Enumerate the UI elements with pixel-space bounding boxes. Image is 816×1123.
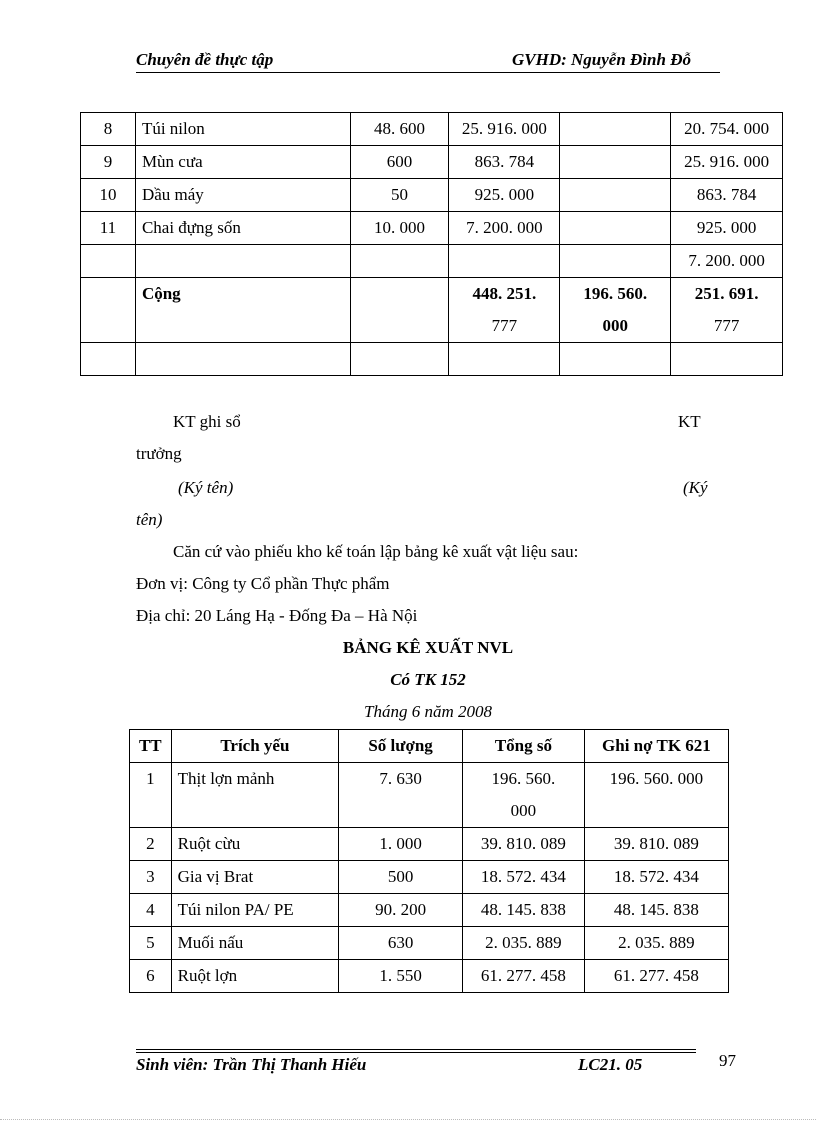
empty-cell [449, 343, 560, 376]
cell-col5 [560, 179, 671, 212]
cell-col6: 863. 784 [671, 179, 783, 212]
cell-qty: 50 [350, 179, 449, 212]
total-col4-line1: 448. 251. [472, 284, 537, 303]
cell-debit: 2. 035. 889 [584, 927, 728, 960]
cell-total-line2: 000 [510, 801, 537, 820]
cell-tt [81, 245, 136, 278]
address-line: Địa chỉ: 20 Láng Hạ - Đống Đa – Hà Nội [136, 606, 418, 625]
footer-class-code: LC21. 05 [578, 1055, 643, 1074]
column-header: Trích yếu [171, 730, 339, 763]
cell-total: 18. 572. 434 [463, 861, 585, 894]
cell-tt: 5 [130, 927, 172, 960]
cell-total: 61. 277. 458 [463, 960, 585, 993]
material-issue-table [129, 729, 729, 993]
empty-cell [350, 343, 449, 376]
cell-total-line1: 196. 560. [491, 769, 556, 788]
document-subtitle: Có TK 152 [390, 670, 466, 689]
sign-left: (Ký tên) [178, 478, 234, 497]
table-row [81, 179, 783, 212]
cell-tt: 2 [130, 828, 172, 861]
column-header: Ghi nợ TK 621 [584, 730, 728, 763]
sign-right-2: tên) [136, 510, 163, 529]
empty-cell [560, 343, 671, 376]
cell-col4: 925. 000 [449, 179, 560, 212]
cell-tt: 8 [81, 113, 136, 146]
cell-col4: 7. 200. 000 [449, 212, 560, 245]
cell-qty: 630 [339, 927, 463, 960]
cell-qty: 500 [339, 861, 463, 894]
cell-name: Chai đựng sốn [135, 212, 350, 245]
total-col5 [560, 278, 671, 343]
cell-qty: 7. 630 [339, 763, 463, 828]
cell-tt: 6 [130, 960, 172, 993]
cell-qty: 1. 550 [339, 960, 463, 993]
cell-name: Dầu máy [135, 179, 350, 212]
cell-name: Túi nilon [135, 113, 350, 146]
table-row [81, 146, 783, 179]
total-col6-line1: 251. 691. [694, 284, 759, 303]
sign-right-title-2: trưởng [136, 444, 182, 463]
table-row [130, 861, 729, 894]
cell-total: 39. 810. 089 [463, 828, 585, 861]
cell-tt: 1 [130, 763, 172, 828]
cell-tt: 3 [130, 861, 172, 894]
table-row [130, 927, 729, 960]
cell-name: Mùn cưa [135, 146, 350, 179]
cell-tt: 10 [81, 179, 136, 212]
total-col6-line2: 777 [713, 316, 740, 335]
header-left: Chuyên đề thực tập [136, 50, 274, 69]
cell-tt: 4 [130, 894, 172, 927]
total-col5-line1: 196. 560. [583, 284, 648, 303]
table-row [81, 245, 783, 278]
cell-qty [350, 245, 449, 278]
document-date: Tháng 6 năm 2008 [364, 702, 492, 721]
cell-name [135, 245, 350, 278]
inventory-table [80, 112, 783, 376]
unit-line: Đơn vị: Công ty Cổ phần Thực phẩm [136, 574, 390, 593]
total-cell-tt [81, 278, 136, 343]
cell-name: Gia vị Brat [171, 861, 339, 894]
total-col4-line2: 777 [491, 316, 518, 335]
intro-paragraph: Căn cứ vào phiếu kho kế toán lập bảng kê xuất vật liệu sau: [173, 542, 579, 561]
sign-right-title-1: KT [678, 412, 701, 431]
cell-debit: 39. 810. 089 [584, 828, 728, 861]
column-header: Số lượng [339, 730, 463, 763]
cell-col4: 25. 916. 000 [449, 113, 560, 146]
table-row [81, 212, 783, 245]
footer-rule-bottom [136, 1052, 696, 1053]
cell-debit: 196. 560. 000 [584, 763, 728, 828]
cell-tt: 11 [81, 212, 136, 245]
total-col4 [449, 278, 560, 343]
cell-debit: 48. 145. 838 [584, 894, 728, 927]
table-row [130, 828, 729, 861]
table-row [81, 113, 783, 146]
cell-col5 [560, 146, 671, 179]
empty-cell [135, 343, 350, 376]
column-header: Tổng số [463, 730, 585, 763]
page-number: 97 [719, 1051, 736, 1070]
footer-student: Sinh viên: Trần Thị Thanh Hiếu [136, 1055, 367, 1074]
column-header: TT [130, 730, 172, 763]
cell-qty: 1. 000 [339, 828, 463, 861]
total-label: Cộng [135, 278, 350, 343]
empty-row [81, 343, 783, 376]
sign-right-1: (Ký [683, 478, 708, 497]
cell-qty: 600 [350, 146, 449, 179]
cell-name: Ruột lợn [171, 960, 339, 993]
cell-name: Ruột cừu [171, 828, 339, 861]
cell-col4 [449, 245, 560, 278]
document-title: BẢNG KÊ XUẤT NVL [342, 638, 514, 657]
cell-qty: 48. 600 [350, 113, 449, 146]
table-row [130, 894, 729, 927]
table-row [130, 763, 729, 828]
cell-col6: 20. 754. 000 [671, 113, 783, 146]
total-cell-qty [350, 278, 449, 343]
cell-debit: 18. 572. 434 [584, 861, 728, 894]
header-rule [136, 72, 720, 73]
cell-col5 [560, 113, 671, 146]
cell-name: Túi nilon PA/ PE [171, 894, 339, 927]
page-edge-divider [0, 1119, 816, 1120]
cell-name: Muối nấu [171, 927, 339, 960]
total-col5-line2: 000 [602, 316, 628, 335]
total-col6 [671, 278, 783, 343]
cell-name: Thịt lợn mảnh [171, 763, 339, 828]
empty-cell [81, 343, 136, 376]
empty-cell [671, 343, 783, 376]
table-header-row [130, 730, 729, 763]
cell-total [463, 763, 585, 828]
cell-qty: 90. 200 [339, 894, 463, 927]
cell-col5 [560, 245, 671, 278]
cell-col6: 925. 000 [671, 212, 783, 245]
cell-tt: 9 [81, 146, 136, 179]
cell-debit: 61. 277. 458 [584, 960, 728, 993]
cell-col6: 7. 200. 000 [671, 245, 783, 278]
total-row [81, 278, 783, 343]
cell-total: 48. 145. 838 [463, 894, 585, 927]
cell-col4: 863. 784 [449, 146, 560, 179]
footer-rule-top [136, 1049, 696, 1050]
cell-total: 2. 035. 889 [463, 927, 585, 960]
header-right: GVHD: Nguyễn Đình Đỗ [512, 50, 691, 69]
cell-col6: 25. 916. 000 [671, 146, 783, 179]
cell-qty: 10. 000 [350, 212, 449, 245]
table-row [130, 960, 729, 993]
cell-col5 [560, 212, 671, 245]
sign-left-title: KT ghi sổ [173, 412, 241, 431]
